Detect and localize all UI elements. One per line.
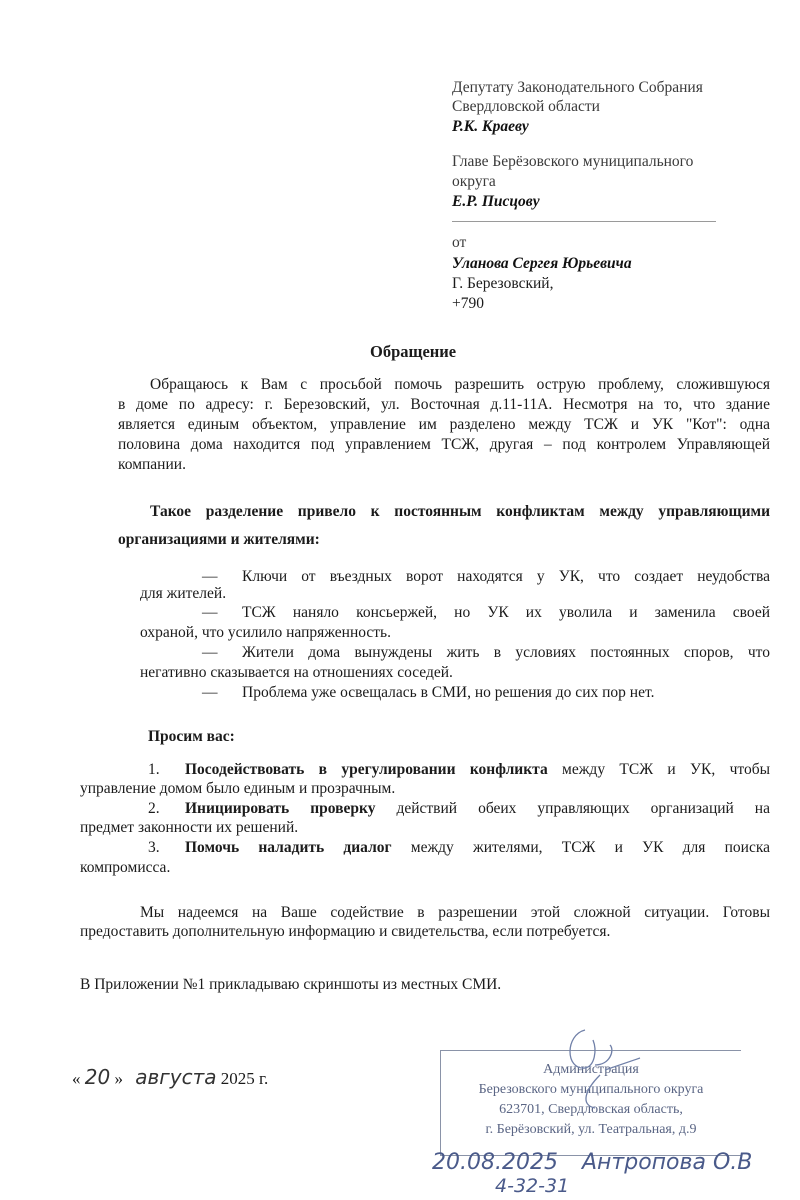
- recipient-1-name: Р.К. Краеву: [452, 118, 529, 135]
- from-label: от: [452, 234, 467, 251]
- stamp-line: Администрация: [543, 1062, 639, 1077]
- request-text-cont: предмет законности их решений.: [80, 819, 299, 836]
- recipient-1-region: Свердловской области: [452, 98, 600, 115]
- request-heading: Просим вас:: [148, 728, 235, 745]
- bullet-dash: —: [202, 604, 218, 621]
- recipient-2-title: Главе Берёзовского муниципального: [452, 153, 694, 170]
- bullet-dash: —: [202, 684, 218, 701]
- request-bold: Помочь наладить диалог: [185, 839, 392, 856]
- sender-phone: +790: [452, 295, 484, 312]
- bullet-text: ТСЖ наняло консьержей, но УК их уволила и заменила своей: [242, 604, 770, 621]
- bullet-text: Ключи от въездных ворот находятся у УК, что создает неудобства: [242, 568, 770, 585]
- bullet-text-cont: для жителей.: [140, 585, 227, 602]
- registrar-name-handwritten: Антропова О.В: [582, 1150, 753, 1175]
- request-text: [185, 760, 770, 780]
- divider: [452, 221, 716, 222]
- text-line: компании.: [118, 456, 186, 473]
- request-bold: Посодействовать в урегулировании конфликта: [185, 761, 548, 778]
- request-rest: между жителями, ТСЖ и УК для поиска: [391, 839, 771, 856]
- request-text-cont: компромисса.: [80, 859, 171, 876]
- registration-date-handwritten: 20.08.2025: [432, 1150, 558, 1175]
- text-line: является единым объектом, управление им разделено между ТСЖ и УК "Кот": одна: [118, 416, 770, 433]
- stamp-line: 623701, Свердловская область,: [499, 1102, 683, 1117]
- document-title: Обращение: [370, 342, 457, 361]
- request-number: 1.: [148, 761, 160, 778]
- sender-name: Уланова Сергея Юрьевича: [452, 255, 632, 272]
- bullet-text: Проблема уже освещалась в СМИ, но решения до сих пор нет.: [242, 684, 655, 701]
- conflict-heading-cont: организациями и жителями:: [118, 531, 320, 548]
- bullet-dash: —: [202, 644, 218, 661]
- request-text: [185, 838, 770, 858]
- request-number: 3.: [148, 839, 160, 856]
- bullet-dash: —: [202, 568, 218, 585]
- recipient-2-region: округа: [452, 173, 496, 190]
- closing-line: Мы надеемся на Ваше содействие в разрешении этой сложной ситуации. Готовы: [140, 904, 770, 921]
- text-line: половина дома находится под управлением ТСЖ, другая – под контролем Управляющей: [118, 436, 770, 453]
- stamp-line: г. Берёзовский, ул. Театральная, д.9: [485, 1122, 697, 1137]
- closing-line: предоставить дополнительную информацию и свидетельства, если потребуется.: [80, 923, 611, 940]
- bullet-text-cont: негативно сказывается на отношениях соседей.: [140, 664, 453, 681]
- recipient-2-name: Е.Р. Писцову: [452, 193, 540, 210]
- sender-city: Г. Березовский,: [452, 275, 554, 292]
- date-quote-close: »: [114, 1069, 123, 1088]
- date-quote-open: «: [72, 1069, 81, 1088]
- bullet-text: Жители дома вынуждены жить в условиях постоянных споров, что: [242, 644, 770, 661]
- bullet-text-cont: охраной, что усилило напряженность.: [140, 624, 391, 641]
- date-month-handwritten: августа: [135, 1065, 217, 1089]
- date-line: [72, 1067, 268, 1089]
- registration-phone-handwritten: 4-32-31: [495, 1175, 570, 1197]
- recipient-1-title: Депутату Законодательного Собрания: [452, 79, 703, 96]
- signature-mark: [555, 1020, 645, 1110]
- text-line: в доме по адресу: г. Березовский, ул. Восточная д.11-11А. Несмотря на то, что здание: [118, 396, 770, 413]
- request-number: 2.: [148, 800, 160, 817]
- request-rest: действий обеих управляющих организаций на: [375, 800, 770, 817]
- stamp-line: Березовского муниципального округа: [478, 1082, 704, 1097]
- date-year: 2025 г.: [220, 1069, 269, 1088]
- request-text: [185, 799, 770, 819]
- request-bold: Инициировать проверку: [185, 800, 376, 817]
- date-day-handwritten: 20: [84, 1065, 111, 1089]
- attachment-note: В Приложении №1 прикладываю скриншоты из местных СМИ.: [80, 976, 502, 993]
- conflict-heading: Такое разделение привело к постоянным конфликтам между управляющими: [150, 503, 770, 520]
- text-line: Обращаюсь к Вам с просьбой помочь разрешить острую проблему, сложившуюся: [150, 376, 770, 393]
- request-rest: между ТСЖ и УК, чтобы: [547, 761, 770, 778]
- request-text-cont: управление домом было единым и прозрачным.: [80, 780, 396, 797]
